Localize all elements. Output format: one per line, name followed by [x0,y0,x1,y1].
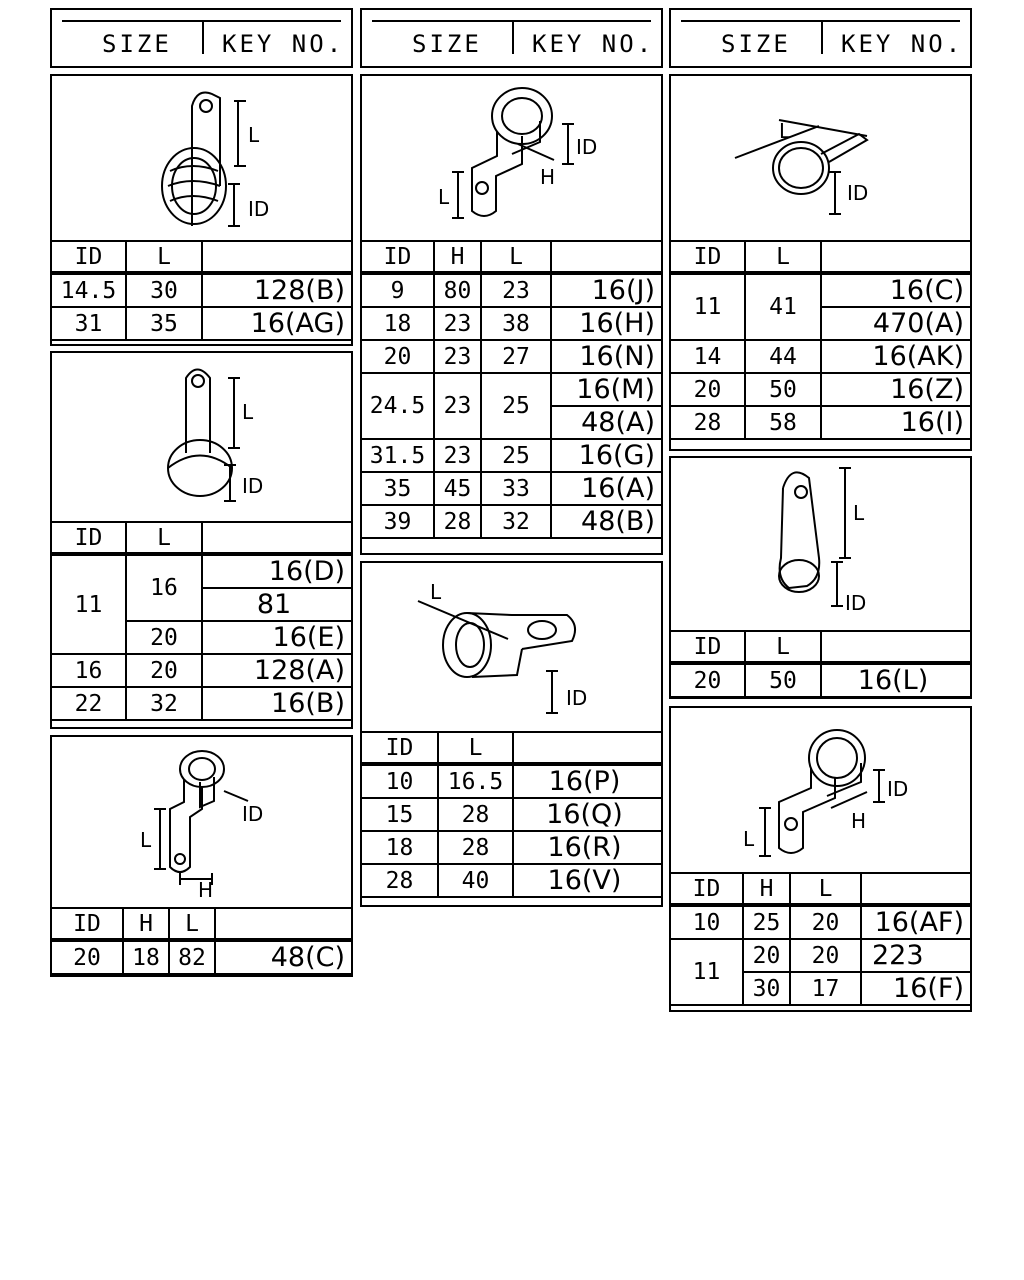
key-no: 16(A) [551,472,662,505]
dim-l-label: L [743,827,755,851]
dim-id-label: ID [847,181,869,205]
col-l: L [790,873,861,905]
dim-h-label: H [198,878,214,902]
dim-id-label: ID [242,802,264,826]
key-no: 16(R) [513,831,662,864]
key-no: 16(D) [202,554,352,588]
col-id: ID [51,908,123,940]
table-row: 35 45 33 16(A) [361,472,662,505]
table-row: 18 28 16(R) [361,831,662,864]
key-no: 16(C) [821,273,971,307]
dim-l-label: L [430,580,442,604]
size-table-3 [50,907,353,975]
table-row: 28 58 16(I) [670,406,971,439]
col-l: L [438,732,513,764]
col-h: H [743,873,790,905]
clamp-illustration [671,458,970,630]
col-h: H [434,241,481,273]
clamp-panel-2 [50,351,353,729]
clamp-illustration [52,76,351,240]
col-h: H [123,908,169,940]
key-no: 16(L) [821,663,971,697]
key-no-header: KEY NO. [841,30,964,58]
size-table-7 [669,630,972,698]
dim-id-label: ID [845,591,867,615]
key-no: 16(E) [202,621,352,654]
key-no: 48(C) [215,940,352,974]
clamp-illustration [362,76,661,242]
key-no: 16(I) [821,406,971,439]
table-row: 14 44 16(AK) [670,340,971,373]
key-no: 16(B) [202,687,352,720]
key-no: 128(A) [202,654,352,687]
dim-l-label: L [779,119,791,143]
dim-id-label: ID [576,135,598,159]
col-id: ID [361,241,434,273]
table-row: 39 28 32 48(B) [361,505,662,538]
col-id: ID [670,873,743,905]
clamp-panel-7 [669,456,972,699]
table-row: 24.5 23 25 16(M) [361,373,662,406]
col-l: L [745,631,821,663]
key-no: 16(AF) [861,905,971,939]
dim-id-label: ID [242,474,264,498]
key-no: 16(AG) [202,307,352,340]
table-row: 15 28 16(Q) [361,798,662,831]
table-row: 11 20 20 223 [670,939,971,972]
size-table-2 [50,521,353,721]
table-row: 30 17 16(F) [670,972,971,1005]
size-header: SIZE [412,30,482,58]
key-no-header: KEY NO. [222,30,345,58]
clamp-panel-8 [669,706,972,1012]
size-table-4 [360,240,663,539]
table-row: 20 50 16(L) [670,663,971,697]
dim-id-label: ID [566,686,588,710]
col-id: ID [361,732,438,764]
key-no: 16(N) [551,340,662,373]
key-no: 16(H) [551,307,662,340]
table-row: 22 32 16(B) [51,687,352,720]
col-id: ID [670,631,745,663]
dim-h-label: H [540,165,556,189]
header-col1 [50,8,353,68]
col-l: L [126,522,202,554]
table-row: 31 35 16(AG) [51,307,352,340]
key-no: 16(F) [861,972,971,1005]
dim-l-label: L [438,185,450,209]
clamp-illustration [671,76,970,240]
key-no: 128(B) [202,273,352,307]
dim-l-label: L [242,400,254,424]
dim-l-label: L [248,123,260,147]
key-no: 48(B) [551,505,662,538]
table-row: 20 50 16(Z) [670,373,971,406]
table-row: 10 25 20 16(AF) [670,905,971,939]
key-no-header: KEY NO. [532,30,655,58]
size-table-1 [50,240,353,341]
key-no: 16(Q) [513,798,662,831]
table-row: 10 16.5 16(P) [361,764,662,798]
header-col2 [360,8,663,68]
clamp-panel-5 [360,561,663,907]
col-l: L [745,241,821,273]
size-header: SIZE [102,30,172,58]
table-row: 18 23 38 16(H) [361,307,662,340]
table-row: 11 16 16(D) [51,554,352,588]
clamp-illustration [52,737,351,907]
dim-h-label: H [851,809,867,833]
dim-id-label: ID [248,197,270,221]
table-row: 31.5 23 25 16(G) [361,439,662,472]
col-l: L [169,908,215,940]
table-row: 16 20 128(A) [51,654,352,687]
header-col3 [669,8,972,68]
key-no: 16(G) [551,439,662,472]
key-no: 16(M) [551,373,662,406]
size-table-8 [669,872,972,1006]
table-row: 20 16(E) [51,621,352,654]
col-l: L [126,241,202,273]
col-l: L [481,241,551,273]
table-row: 20 23 27 16(N) [361,340,662,373]
key-no: 16(AK) [821,340,971,373]
clamp-illustration [671,708,970,872]
key-no: 16(Z) [821,373,971,406]
clamp-panel-4 [360,74,663,555]
table-row: 14.5 30 128(B) [51,273,352,307]
clamp-panel-3 [50,735,353,977]
dim-id-label: ID [887,777,909,801]
dim-l-label: L [140,828,152,852]
table-row: 9 80 23 16(J) [361,273,662,307]
table-row: 20 18 82 48(C) [51,940,352,974]
key-no: 16(P) [513,764,662,798]
clamp-panel-1 [50,74,353,346]
key-no: 48(A) [551,406,662,439]
clamp-illustration [362,563,661,733]
col-id: ID [51,522,126,554]
clamp-illustration [52,353,351,521]
size-header: SIZE [721,30,791,58]
table-row: 28 40 16(V) [361,864,662,897]
col-id: ID [51,241,126,273]
key-no: 16(V) [513,864,662,897]
key-no: 16(J) [551,273,662,307]
col-id: ID [670,241,745,273]
dim-l-label: L [853,501,865,525]
key-no: 81 [202,588,352,621]
table-row: 11 41 16(C) [670,273,971,307]
clamp-panel-6 [669,74,972,451]
size-table-6 [669,240,972,440]
size-table-5 [360,731,663,898]
key-no: 470(A) [821,307,971,340]
key-no: 223 [861,939,971,972]
